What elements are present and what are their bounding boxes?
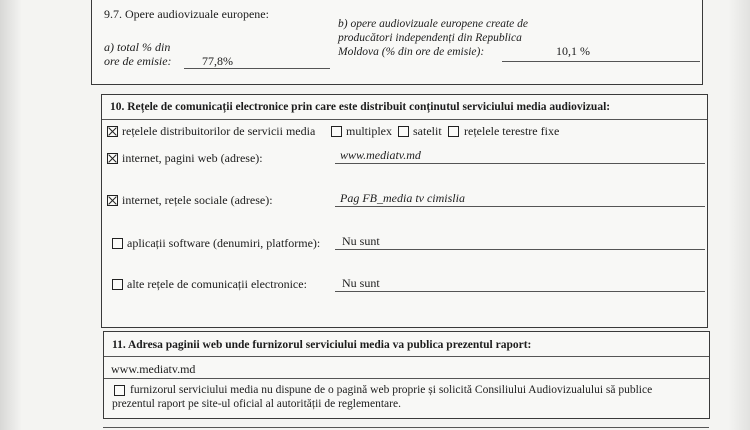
other-networks-label: alte rețele de comunicații electronice: (127, 277, 307, 291)
section-9-7-title: 9.7. Opere audiovizuale europene: (104, 7, 269, 21)
no-website-checkbox[interactable] (114, 385, 125, 396)
total-value-line (184, 68, 330, 69)
section-9-7-box (91, 0, 703, 85)
other-networks-value[interactable]: Nu sunt (342, 276, 380, 290)
independent-label-line3: Moldova (% din ore de emisie): (338, 46, 485, 58)
software-apps-label: aplicații software (denumiri, platforme): (127, 236, 321, 250)
internet-web-label: internet, pagini web (adrese): (122, 151, 263, 165)
independent-value-line (502, 61, 700, 62)
internet-web-checkbox[interactable] (107, 153, 118, 164)
satellite-checkbox[interactable] (398, 126, 409, 137)
section-10-title-rule (102, 119, 707, 120)
internet-web-line (335, 163, 705, 164)
internet-social-checkbox[interactable] (107, 195, 118, 206)
terrestrial-checkbox[interactable] (448, 126, 459, 137)
software-apps-checkbox[interactable] (112, 238, 123, 249)
internet-social-value[interactable]: Pag FB_media tv cimislia (340, 191, 465, 205)
distributors-checkbox[interactable] (107, 126, 118, 137)
other-networks-line (335, 291, 705, 292)
software-apps-line (335, 249, 705, 250)
scan-edge-left (0, 0, 22, 430)
total-value[interactable]: 77,8% (202, 54, 233, 68)
independent-value[interactable]: 10,1 % (556, 44, 590, 58)
total-label-line2: ore de emisie: (104, 54, 172, 68)
section-11-title: 11. Adresa paginii web unde furnizorul serviciului media va publica prezentul raport: (112, 339, 532, 351)
section-11-box (103, 331, 710, 419)
section-10-box (101, 94, 708, 328)
section-11-url-rule (104, 378, 709, 379)
internet-social-line (335, 206, 705, 207)
section-10-title: 10. Rețele de comunicații electronice prin care este distribuit conținutul serviciului media audiovizual: (110, 101, 611, 113)
software-apps-value[interactable]: Nu sunt (342, 234, 380, 248)
scan-edge-right (728, 0, 750, 430)
satellite-label: satelit (413, 124, 442, 138)
section-11-title-rule (104, 356, 709, 357)
internet-web-value[interactable]: www.mediatv.md (340, 148, 421, 162)
bottom-rule (103, 427, 709, 428)
independent-label-line2: producători independenți din Republica (338, 32, 522, 44)
section-11-url[interactable]: www.mediatv.md (111, 362, 196, 376)
other-networks-checkbox[interactable] (112, 279, 123, 290)
multiplex-label: multiplex (346, 124, 392, 138)
independent-label-line1: b) opere audiovizuale europene create de (338, 18, 529, 30)
internet-social-label: internet, rețele sociale (adrese): (122, 193, 273, 207)
no-website-text-line1: furnizorul serviciului media nu dispune de o pagină web proprie și solicită Consiliului Audiovizualului să publice (130, 384, 653, 396)
multiplex-checkbox[interactable] (331, 126, 342, 137)
no-website-text-line2: prezentul raport pe site-ul oficial al autorității de reglementare. (112, 398, 401, 410)
total-label-line1: a) total % din (104, 40, 171, 54)
terrestrial-label: rețelele terestre fixe (464, 124, 560, 138)
distributors-label: rețelele distribuitorilor de servicii media (122, 124, 316, 138)
